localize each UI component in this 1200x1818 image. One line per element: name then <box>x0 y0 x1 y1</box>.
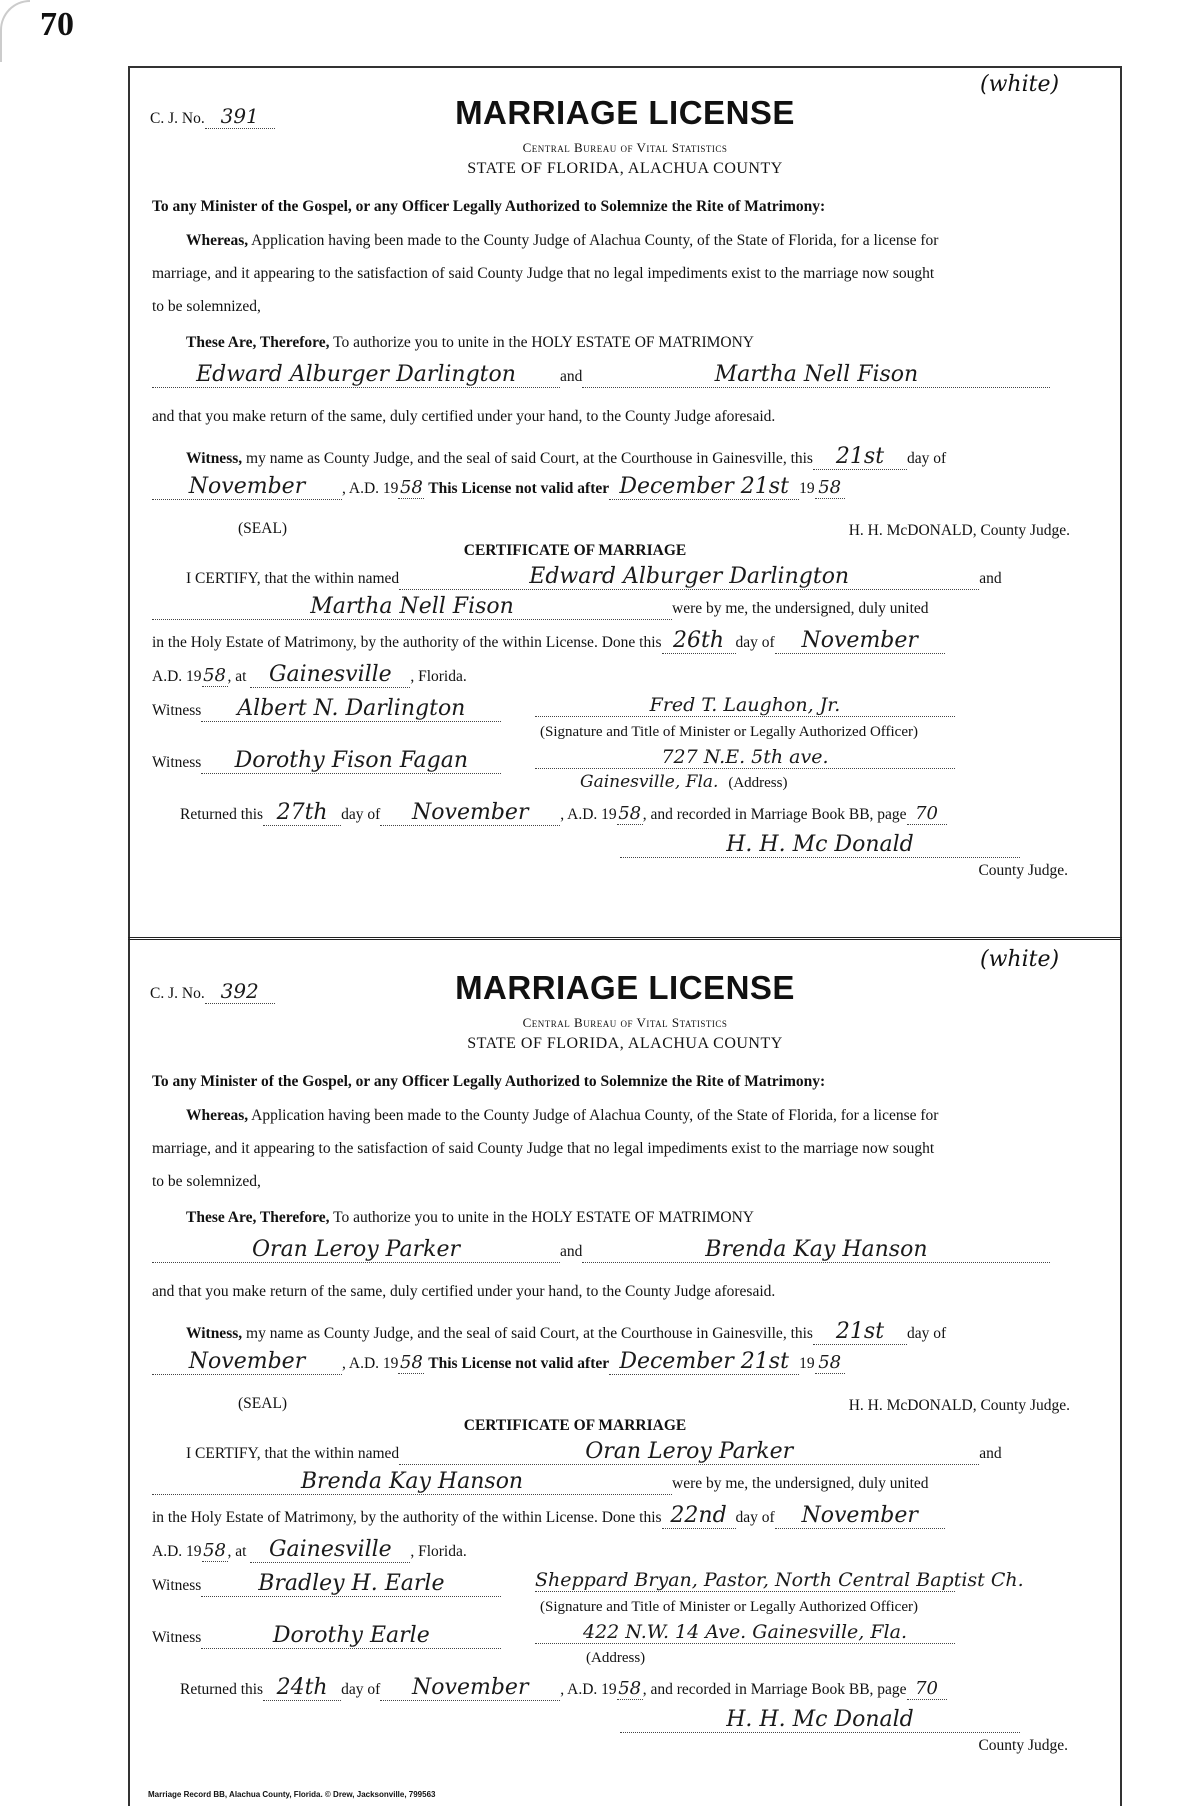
these-lead: These Are, Therefore, <box>186 1209 330 1226</box>
witness-text: my name as County Judge, and the seal of said Court, at the Courthouse in Gainesville, this <box>246 450 813 467</box>
returned-day: 27th <box>263 800 341 826</box>
county-judge-label: County Judge. <box>978 1737 1068 1754</box>
ad2-text: A.D. 19 <box>152 668 202 685</box>
whereas-line-2: marriage, and it appearing to the satisfaction of said County Judge that no legal impediments exist to the marriage now sought <box>152 1140 935 1157</box>
florida-text: , Florida. <box>410 1543 467 1560</box>
address-caption: (Address) <box>586 1650 646 1666</box>
signature-caption: (Signature and Title of Minister or Legally Authorized Officer) <box>540 1599 918 1615</box>
returned-year: 58 <box>618 1678 642 1699</box>
were-text: were by me, the undersigned, duly united <box>672 600 929 617</box>
recorded-text: , and recorded in Marriage Book BB, page <box>642 806 907 823</box>
record-page: 70 <box>907 803 947 825</box>
whereas-text-1: Application having been made to the County Judge of Alachua County, of the State of Florida, for a license for <box>251 232 939 249</box>
cert-and: and <box>979 1445 1002 1462</box>
record-page: 70 <box>907 1678 947 1700</box>
county-judge-label: County Judge. <box>978 862 1068 879</box>
issue-year: 58 <box>399 1352 423 1373</box>
cj-number: 392 <box>205 979 275 1004</box>
cert-groom-name: Edward Alburger Darlington <box>399 564 979 590</box>
done-month: November <box>775 1503 945 1529</box>
issue-day: 21st <box>813 1319 907 1345</box>
officiant-address: 422 N.W. 14 Ave. Gainesville, Fla. <box>535 1621 955 1644</box>
ad2-text: A.D. 19 <box>152 1543 202 1560</box>
whereas-text-1: Application having been made to the County Judge of Alachua County, of the State of Florida, for a license for <box>251 1107 939 1124</box>
signature-caption: (Signature and Title of Minister or Legally Authorized Officer) <box>540 724 918 740</box>
and-text: and <box>560 1243 583 1260</box>
at-text: , at <box>227 1543 247 1560</box>
address-caption-row <box>580 1647 1200 1667</box>
cert-bride-row <box>152 594 1102 620</box>
witness2-name: Dorothy Earle <box>201 1623 501 1649</box>
cert-groom-name: Oran Leroy Parker <box>399 1439 979 1465</box>
cert-bride-name: Brenda Kay Hanson <box>152 1469 672 1495</box>
returned-text: Returned this <box>180 1681 264 1698</box>
day-of: day of <box>906 450 947 467</box>
officiant-city: Gainesville, Fla. <box>580 772 719 792</box>
certificate-title: CERTIFICATE OF MARRIAGE <box>463 1417 687 1434</box>
done-year: 58 <box>203 1540 226 1561</box>
valid-year: 58 <box>815 1352 845 1374</box>
these-are-line <box>186 1209 1136 1227</box>
bureau-line: Central Bureau of Vital Statistics <box>522 140 728 155</box>
state-county-line: STATE OF FLORIDA, ALACHUA COUNTY <box>467 160 783 177</box>
returned-month: November <box>380 1675 560 1701</box>
issue-month: November <box>152 474 342 500</box>
whereas-lead: Whereas, <box>186 232 249 249</box>
ad-text: , A.D. 19 <box>342 480 399 497</box>
valid-nineteen: 19 <box>799 1355 815 1372</box>
done-row <box>152 1503 1102 1529</box>
officiant-address: 727 N.E. 5th ave. <box>535 746 955 769</box>
valid-until: December 21st <box>609 1349 799 1375</box>
at-text: , at <box>227 668 247 685</box>
valid-until: December 21st <box>609 474 799 500</box>
done-day: 26th <box>662 628 736 654</box>
whereas-line-3: to be solemnized, <box>152 298 261 315</box>
witness-lead: Witness, <box>186 450 243 467</box>
witness-line <box>186 1319 1136 1345</box>
whereas-line-3: to be solemnized, <box>152 1173 261 1190</box>
returned-row <box>180 1675 1130 1701</box>
groom-name: Oran Leroy Parker <box>152 1237 560 1263</box>
cj-label: C. J. No. <box>150 110 205 127</box>
judge-line: H. H. McDONALD, County Judge. <box>848 522 1070 539</box>
witness1-label: Witness <box>152 1577 202 1594</box>
judge-signature-row <box>620 832 1200 858</box>
recorded-text: , and recorded in Marriage Book BB, page <box>642 1681 907 1698</box>
officiant-name: Sheppard Bryan, Pastor, North Central Baptist Ch. <box>535 1569 1024 1591</box>
done-row <box>152 628 1102 654</box>
marriage-place: Gainesville <box>250 1537 410 1563</box>
done-day: 22nd <box>662 1503 736 1529</box>
whereas-line-1 <box>186 1107 1136 1125</box>
returned-day-of: day of <box>341 806 381 823</box>
done-year: 58 <box>203 665 226 686</box>
not-valid-text: This License not valid after <box>428 1355 610 1372</box>
returned-day-of: day of <box>341 1681 381 1698</box>
witness-lead: Witness, <box>186 1325 243 1342</box>
whereas-line-1 <box>186 232 1136 250</box>
done-day-of: day of <box>735 634 775 651</box>
cert-and: and <box>979 570 1002 587</box>
witness2-label: Witness <box>152 1629 202 1646</box>
officiant-address-row <box>535 1621 1200 1644</box>
issue-day: 21st <box>813 444 907 470</box>
these-are-line <box>186 334 1136 352</box>
place-row <box>152 1537 1102 1563</box>
return-line: and that you make return of the same, duly certified under your hand, to the County Judge aforesaid. <box>152 1283 776 1300</box>
ad3-text: , A.D. 19 <box>560 806 617 823</box>
witness2-label: Witness <box>152 754 202 771</box>
ad-text: , A.D. 19 <box>342 1355 399 1372</box>
page-number: 70 <box>40 6 74 43</box>
officiant-signature <box>535 1569 1200 1592</box>
couple-row <box>152 362 1102 388</box>
florida-text: , Florida. <box>410 668 467 685</box>
address-caption: (Address) <box>728 775 788 791</box>
officiant-signature <box>535 694 1200 717</box>
address-line: To any Minister of the Gospel, or any Officer Legally Authorized to Solemnize the Rite of Matrimony: <box>152 1073 826 1090</box>
certify-text: I CERTIFY, that the within named <box>186 1445 400 1462</box>
seal-label: (SEAL) <box>238 1395 288 1412</box>
witness1-name: Albert N. Darlington <box>201 696 501 722</box>
issue-month: November <box>152 1349 342 1375</box>
certify-row <box>186 564 1136 590</box>
not-valid-text: This License not valid after <box>428 480 610 497</box>
state-county-line: STATE OF FLORIDA, ALACHUA COUNTY <box>467 1035 783 1052</box>
marriage-place: Gainesville <box>250 662 410 688</box>
return-line: and that you make return of the same, duly certified under your hand, to the County Judge aforesaid. <box>152 408 776 425</box>
holy-text: in the Holy Estate of Matrimony, by the authority of the within License. Done this <box>152 1509 662 1526</box>
address-line: To any Minister of the Gospel, or any Officer Legally Authorized to Solemnize the Rite of Matrimony: <box>152 198 826 215</box>
valid-year: 58 <box>815 477 845 499</box>
certificate-title: CERTIFICATE OF MARRIAGE <box>463 542 687 559</box>
license-title: MARRIAGE LICENSE <box>455 94 795 131</box>
were-text: were by me, the undersigned, duly united <box>672 1475 929 1492</box>
ad3-text: , A.D. 19 <box>560 1681 617 1698</box>
judge-signature: H. H. Mc Donald <box>620 1707 1020 1733</box>
cert-bride-name: Martha Nell Fison <box>152 594 672 620</box>
whereas-lead: Whereas, <box>186 1107 249 1124</box>
license-title: MARRIAGE LICENSE <box>455 969 795 1006</box>
bride-name: Martha Nell Fison <box>582 362 1050 388</box>
bureau-line: Central Bureau of Vital Statistics <box>522 1015 728 1030</box>
couple-row <box>152 1237 1102 1263</box>
color-note: (white) <box>980 947 1060 972</box>
judge-signature: H. H. Mc Donald <box>620 832 1020 858</box>
these-text: To authorize you to unite in the HOLY ESTATE OF MATRIMONY <box>333 334 755 351</box>
license-divider <box>128 937 1122 940</box>
witness1-label: Witness <box>152 702 202 719</box>
done-day-of: day of <box>735 1509 775 1526</box>
returned-row <box>180 800 1130 826</box>
issue-date-row <box>152 474 1102 500</box>
place-row <box>152 662 1102 688</box>
returned-year: 58 <box>618 803 642 824</box>
certify-row <box>186 1439 1136 1465</box>
these-text: To authorize you to unite in the HOLY ESTATE OF MATRIMONY <box>333 1209 755 1226</box>
returned-text: Returned this <box>180 806 264 823</box>
returned-month: November <box>380 800 560 826</box>
officiant-address-row <box>535 746 1200 769</box>
issue-date-row <box>152 1349 1102 1375</box>
groom-name: Edward Alburger Darlington <box>152 362 560 388</box>
bride-name: Brenda Kay Hanson <box>582 1237 1050 1263</box>
witness1-name: Bradley H. Earle <box>201 1571 501 1597</box>
page-corner <box>0 0 30 62</box>
witness-text: my name as County Judge, and the seal of said Court, at the Courthouse in Gainesville, this <box>246 1325 813 1342</box>
certify-text: I CERTIFY, that the within named <box>186 570 400 587</box>
judge-line: H. H. McDONALD, County Judge. <box>848 1397 1070 1414</box>
and-text: and <box>560 368 583 385</box>
footer-imprint: Marriage Record BB, Alachua County, Florida. © Drew, Jacksonville, 799563 <box>148 1790 436 1799</box>
holy-text: in the Holy Estate of Matrimony, by the authority of the within License. Done this <box>152 634 662 651</box>
day-of: day of <box>906 1325 947 1342</box>
witness2-name: Dorothy Fison Fagan <box>201 748 501 774</box>
cj-label: C. J. No. <box>150 985 205 1002</box>
whereas-line-2: marriage, and it appearing to the satisfaction of said County Judge that no legal impediments exist to the marriage now sought <box>152 265 935 282</box>
witness-line <box>186 444 1136 470</box>
color-note: (white) <box>980 72 1060 97</box>
seal-label: (SEAL) <box>238 520 288 537</box>
valid-nineteen: 19 <box>799 480 815 497</box>
address-caption-row <box>580 772 1200 792</box>
judge-signature-row <box>620 1707 1200 1733</box>
officiant-name: Fred T. Laughon, Jr. <box>535 694 955 717</box>
issue-year: 58 <box>399 477 423 498</box>
cj-number: 391 <box>205 104 275 129</box>
these-lead: These Are, Therefore, <box>186 334 330 351</box>
returned-day: 24th <box>263 1675 341 1701</box>
cert-bride-row <box>152 1469 1102 1495</box>
done-month: November <box>775 628 945 654</box>
